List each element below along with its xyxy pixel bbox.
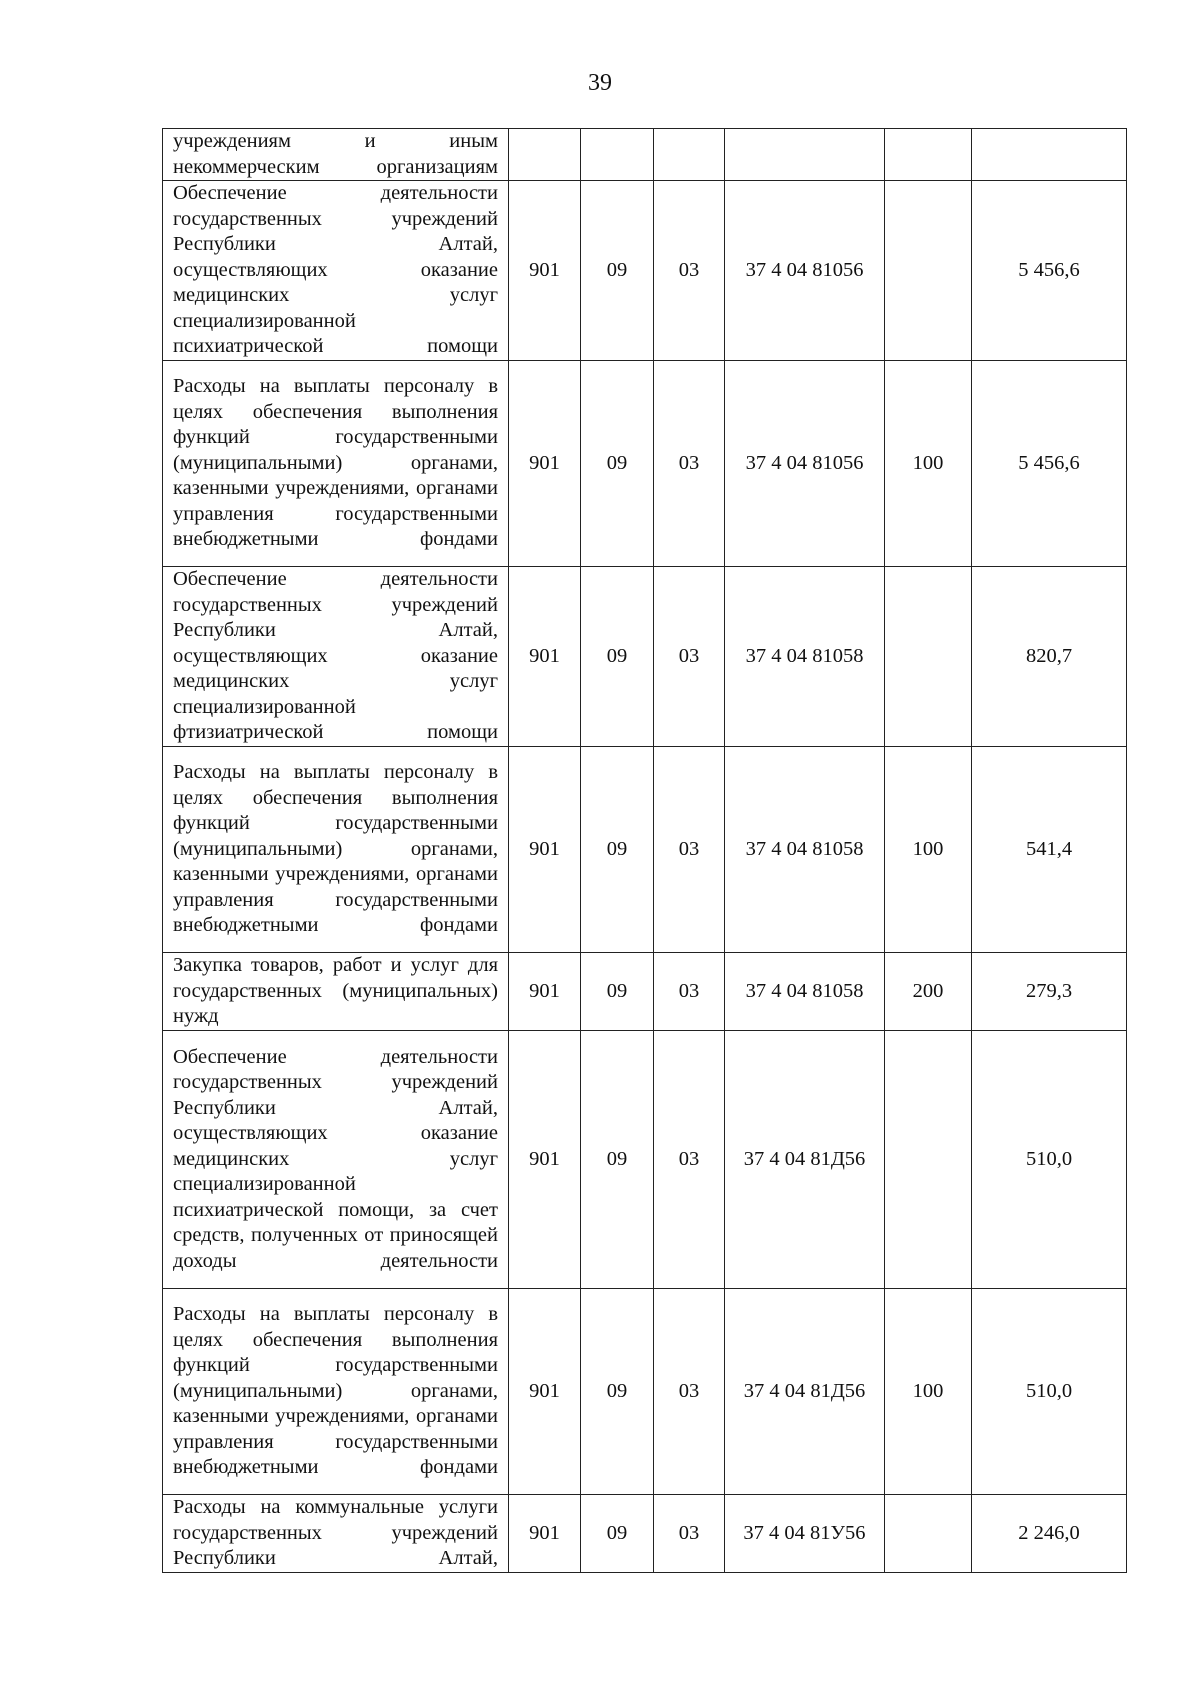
row-section: 09 [581, 567, 654, 747]
row-amount: 5 456,6 [972, 181, 1127, 361]
row-section [581, 129, 654, 181]
row-grbs: 901 [509, 953, 581, 1031]
row-section: 09 [581, 953, 654, 1031]
row-name: Расходы на выплаты персоналу в целях обеспечения выполнения функций государственными (муниципальными) органами, казенными учреждениями, органами управления государственными внебюджетными фондами [163, 747, 509, 953]
row-subsection: 03 [654, 181, 725, 361]
table-row [163, 567, 1127, 747]
row-section: 09 [581, 747, 654, 953]
row-subsection: 03 [654, 953, 725, 1031]
page-number: 39 [588, 70, 612, 96]
table-row [163, 1031, 1127, 1289]
table-row [163, 181, 1127, 361]
row-name: Обеспечение деятельности государственных учреждений Республики Алтай, осуществляющих оказание медицинских услуг специализированной фтизиатрической помощи [163, 567, 509, 747]
row-target-article: 37 4 04 81Д56 [725, 1289, 885, 1495]
row-name: Расходы на коммунальные услуги государственных учреждений Республики Алтай, [163, 1495, 509, 1573]
budget-table [162, 128, 1127, 1573]
row-subsection: 03 [654, 567, 725, 747]
row-subsection: 03 [654, 1289, 725, 1495]
row-expense-type: 100 [885, 747, 972, 953]
row-target-article: 37 4 04 81У56 [725, 1495, 885, 1573]
row-subsection [654, 129, 725, 181]
table-row [163, 129, 1127, 181]
row-expense-type [885, 181, 972, 361]
row-expense-type [885, 1031, 972, 1289]
row-name: Расходы на выплаты персоналу в целях обеспечения выполнения функций государственными (муниципальными) органами, казенными учреждениями, органами управления государственными внебюджетными фондами [163, 361, 509, 567]
table-row [163, 953, 1127, 1031]
row-name: Расходы на выплаты персоналу в целях обеспечения выполнения функций государственными (муниципальными) органами, казенными учреждениями, органами управления государственными внебюджетными фондами [163, 1289, 509, 1495]
row-expense-type [885, 567, 972, 747]
row-subsection: 03 [654, 1495, 725, 1573]
row-section: 09 [581, 1495, 654, 1573]
row-grbs: 901 [509, 1495, 581, 1573]
table-row [163, 1495, 1127, 1573]
row-grbs: 901 [509, 747, 581, 953]
row-expense-type [885, 129, 972, 181]
row-amount: 510,0 [972, 1031, 1127, 1289]
row-section: 09 [581, 1289, 654, 1495]
row-section: 09 [581, 361, 654, 567]
table-row [163, 747, 1127, 953]
row-subsection: 03 [654, 361, 725, 567]
row-expense-type: 100 [885, 361, 972, 567]
row-target-article: 37 4 04 81058 [725, 953, 885, 1031]
row-grbs [509, 129, 581, 181]
row-grbs: 901 [509, 1031, 581, 1289]
row-subsection: 03 [654, 1031, 725, 1289]
row-grbs: 901 [509, 361, 581, 567]
row-target-article: 37 4 04 81056 [725, 181, 885, 361]
row-amount: 279,3 [972, 953, 1127, 1031]
row-amount [972, 129, 1127, 181]
row-grbs: 901 [509, 567, 581, 747]
row-amount: 820,7 [972, 567, 1127, 747]
row-subsection: 03 [654, 747, 725, 953]
row-expense-type: 100 [885, 1289, 972, 1495]
row-target-article: 37 4 04 81058 [725, 747, 885, 953]
row-target-article: 37 4 04 81Д56 [725, 1031, 885, 1289]
row-section: 09 [581, 181, 654, 361]
table-row [163, 361, 1127, 567]
row-expense-type: 200 [885, 953, 972, 1031]
row-target-article: 37 4 04 81058 [725, 567, 885, 747]
row-expense-type [885, 1495, 972, 1573]
row-name: Обеспечение деятельности государственных учреждений Республики Алтай, осуществляющих оказание медицинских услуг специализированной психиатрической помощи, за счет средств, полученных от приносящей доходы деятельности [163, 1031, 509, 1289]
row-amount: 2 246,0 [972, 1495, 1127, 1573]
row-name: Закупка товаров, работ и услуг для государственных (муниципальных) нужд [163, 953, 509, 1031]
row-name: учреждениям и иным некоммерческим организациям [163, 129, 509, 181]
row-amount: 510,0 [972, 1289, 1127, 1495]
row-grbs: 901 [509, 181, 581, 361]
row-grbs: 901 [509, 1289, 581, 1495]
row-name: Обеспечение деятельности государственных учреждений Республики Алтай, осуществляющих оказание медицинских услуг специализированной психиатрической помощи [163, 181, 509, 361]
row-amount: 541,4 [972, 747, 1127, 953]
row-section: 09 [581, 1031, 654, 1289]
row-target-article: 37 4 04 81056 [725, 361, 885, 567]
row-amount: 5 456,6 [972, 361, 1127, 567]
table-row [163, 1289, 1127, 1495]
row-target-article [725, 129, 885, 181]
